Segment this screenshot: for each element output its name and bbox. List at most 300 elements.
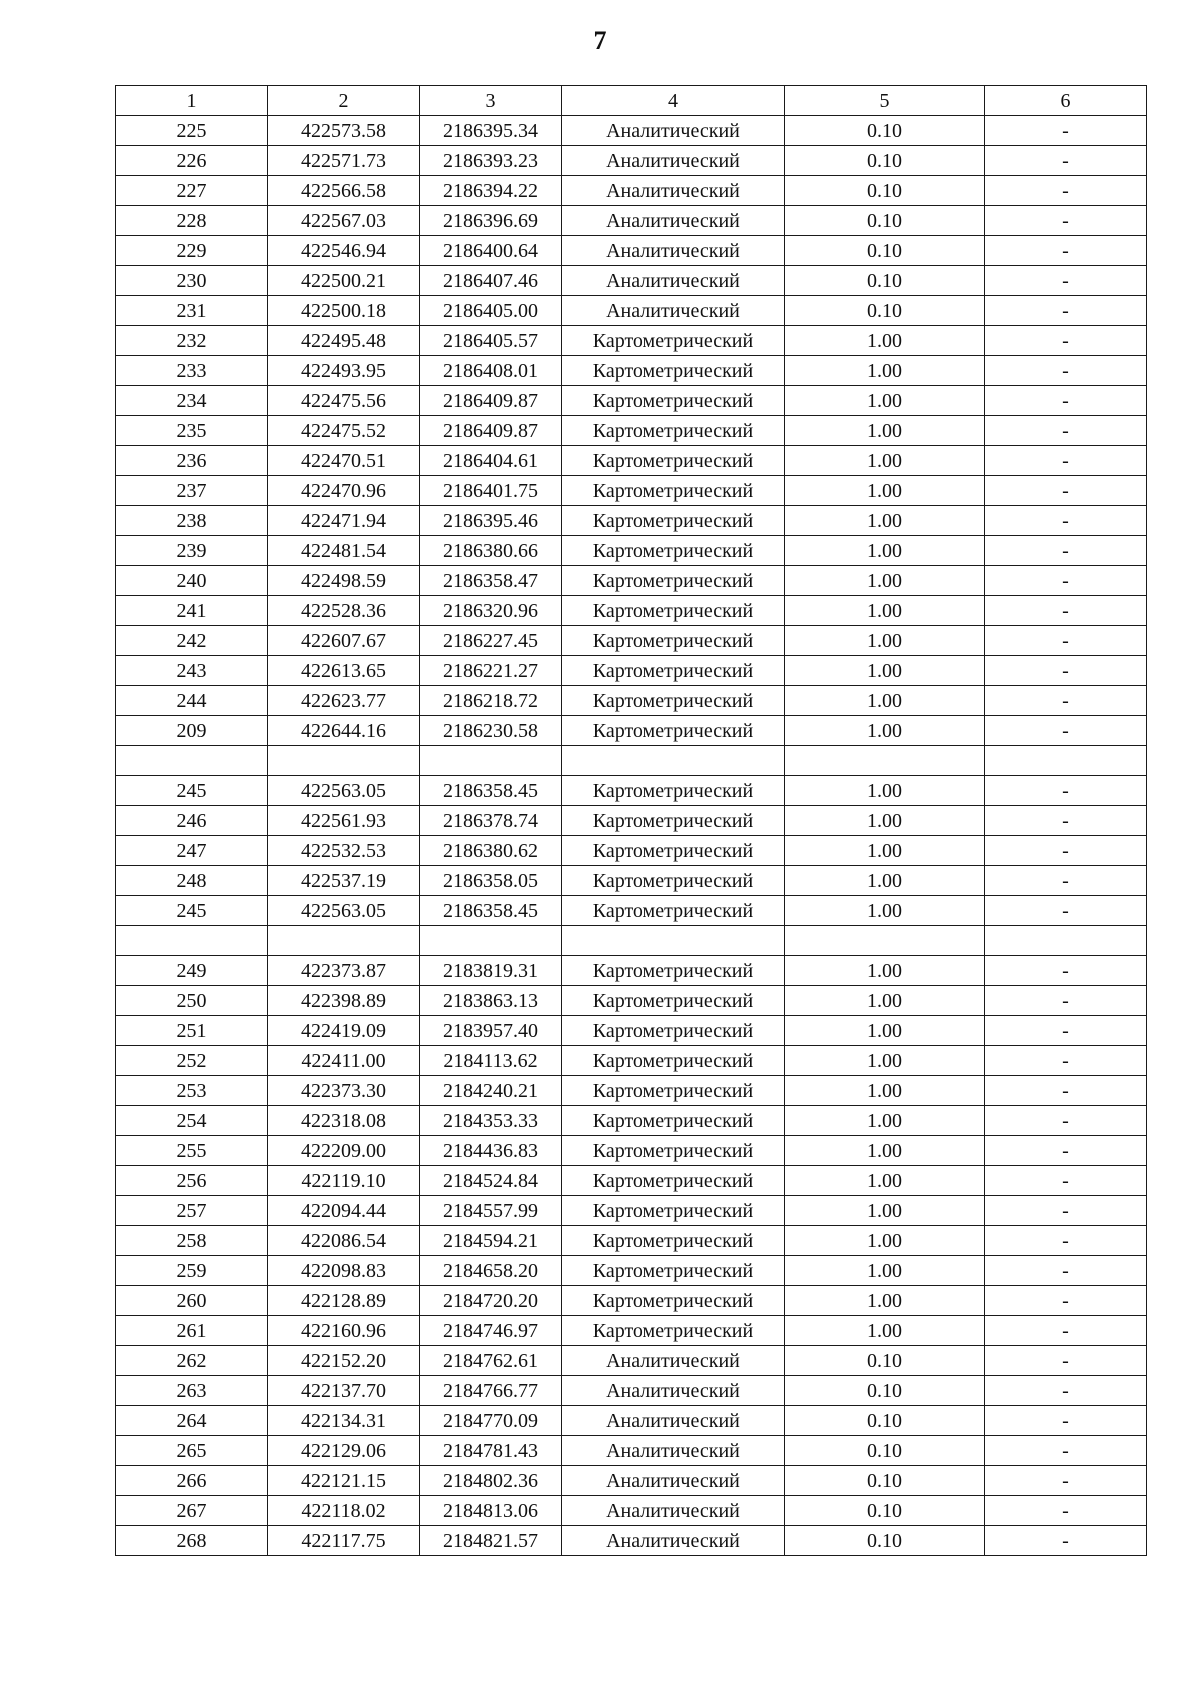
note-cell: - [985,806,1147,836]
note-cell: - [985,356,1147,386]
accuracy-cell: 1.00 [785,626,985,656]
x-coordinate-cell: 422098.83 [268,1256,420,1286]
column-header: 6 [985,86,1147,116]
x-coordinate-cell: 422475.56 [268,386,420,416]
y-coordinate-cell: 2186358.47 [420,566,562,596]
y-coordinate-cell: 2186405.57 [420,326,562,356]
point-number-cell: 248 [116,866,268,896]
point-number-cell: 267 [116,1496,268,1526]
note-cell: - [985,776,1147,806]
note-cell: - [985,206,1147,236]
y-coordinate-cell: 2184781.43 [420,1436,562,1466]
accuracy-cell: 0.10 [785,1346,985,1376]
note-cell: - [985,1436,1147,1466]
point-number-cell: 244 [116,686,268,716]
x-coordinate-cell: 422118.02 [268,1496,420,1526]
y-coordinate-cell: 2183957.40 [420,1016,562,1046]
point-number-cell: 242 [116,626,268,656]
method-cell: Картометрический [562,656,785,686]
y-coordinate-cell: 2186409.87 [420,386,562,416]
accuracy-cell: 0.10 [785,1406,985,1436]
note-cell: - [985,1016,1147,1046]
table-row [116,836,1147,866]
accuracy-cell: 1.00 [785,1226,985,1256]
point-number-cell: 235 [116,416,268,446]
x-coordinate-cell: 422373.30 [268,1076,420,1106]
accuracy-cell: 0.10 [785,1526,985,1556]
method-cell: Аналитический [562,1376,785,1406]
method-cell: Картометрический [562,686,785,716]
table-row [116,1166,1147,1196]
note-cell: - [985,1406,1147,1436]
x-coordinate-cell: 422209.00 [268,1136,420,1166]
method-cell [562,746,785,776]
page-number: 7 [593,26,607,55]
x-coordinate-cell: 422475.52 [268,416,420,446]
note-cell: - [985,986,1147,1016]
table-row [116,536,1147,566]
table-row [116,1016,1147,1046]
accuracy-cell: 0.10 [785,146,985,176]
point-number-cell: 232 [116,326,268,356]
note-cell: - [985,866,1147,896]
table-row [116,986,1147,1016]
note-cell: - [985,416,1147,446]
point-number-cell [116,926,268,956]
x-coordinate-cell: 422094.44 [268,1196,420,1226]
table-row [116,296,1147,326]
note-cell: - [985,476,1147,506]
method-cell: Картометрический [562,1316,785,1346]
x-coordinate-cell: 422121.15 [268,1466,420,1496]
point-number-cell: 262 [116,1346,268,1376]
table-row [116,1076,1147,1106]
method-cell: Картометрический [562,536,785,566]
x-coordinate-cell: 422137.70 [268,1376,420,1406]
point-number-cell: 225 [116,116,268,146]
x-coordinate-cell: 422119.10 [268,1166,420,1196]
point-number-cell: 256 [116,1166,268,1196]
y-coordinate-cell: 2183819.31 [420,956,562,986]
note-cell: - [985,146,1147,176]
method-cell: Картометрический [562,896,785,926]
note-cell: - [985,116,1147,146]
note-cell: - [985,236,1147,266]
method-cell: Аналитический [562,1436,785,1466]
table-row [116,476,1147,506]
note-cell: - [985,1106,1147,1136]
accuracy-cell: 1.00 [785,1316,985,1346]
x-coordinate-cell: 422500.18 [268,296,420,326]
note-cell: - [985,956,1147,986]
method-cell: Картометрический [562,566,785,596]
accuracy-cell: 1.00 [785,1106,985,1136]
point-number-cell: 253 [116,1076,268,1106]
table-row [116,926,1147,956]
method-cell: Аналитический [562,176,785,206]
y-coordinate-cell [420,746,562,776]
note-cell [985,926,1147,956]
point-number-cell: 236 [116,446,268,476]
note-cell: - [985,506,1147,536]
note-cell: - [985,1256,1147,1286]
x-coordinate-cell: 422607.67 [268,626,420,656]
note-cell: - [985,1136,1147,1166]
y-coordinate-cell [420,926,562,956]
x-coordinate-cell: 422537.19 [268,866,420,896]
method-cell: Картометрический [562,1286,785,1316]
coordinates-table [115,85,1147,1556]
note-cell: - [985,536,1147,566]
point-number-cell: 249 [116,956,268,986]
table-row [116,1106,1147,1136]
accuracy-cell: 1.00 [785,476,985,506]
y-coordinate-cell: 2186358.05 [420,866,562,896]
y-coordinate-cell: 2186395.34 [420,116,562,146]
x-coordinate-cell: 422495.48 [268,326,420,356]
accuracy-cell: 1.00 [785,596,985,626]
note-cell: - [985,1046,1147,1076]
point-number-cell: 261 [116,1316,268,1346]
method-cell: Картометрический [562,476,785,506]
accuracy-cell: 1.00 [785,1196,985,1226]
table-row [116,806,1147,836]
note-cell: - [985,296,1147,326]
y-coordinate-cell: 2184658.20 [420,1256,562,1286]
method-cell: Аналитический [562,1496,785,1526]
accuracy-cell: 0.10 [785,266,985,296]
point-number-cell: 233 [116,356,268,386]
x-coordinate-cell: 422128.89 [268,1286,420,1316]
point-number-cell: 228 [116,206,268,236]
x-coordinate-cell: 422563.05 [268,776,420,806]
x-coordinate-cell: 422498.59 [268,566,420,596]
y-coordinate-cell: 2186409.87 [420,416,562,446]
point-number-cell: 251 [116,1016,268,1046]
method-cell: Картометрический [562,956,785,986]
accuracy-cell: 1.00 [785,686,985,716]
y-coordinate-cell: 2186408.01 [420,356,562,386]
x-coordinate-cell: 422571.73 [268,146,420,176]
x-coordinate-cell: 422411.00 [268,1046,420,1076]
method-cell: Картометрический [562,806,785,836]
table-row [116,326,1147,356]
table-row [116,626,1147,656]
method-cell: Картометрический [562,836,785,866]
x-coordinate-cell: 422318.08 [268,1106,420,1136]
accuracy-cell: 1.00 [785,986,985,1016]
x-coordinate-cell: 422500.21 [268,266,420,296]
method-cell: Картометрический [562,1106,785,1136]
note-cell: - [985,896,1147,926]
method-cell: Картометрический [562,356,785,386]
note-cell: - [985,596,1147,626]
x-coordinate-cell: 422470.96 [268,476,420,506]
method-cell: Картометрический [562,716,785,746]
note-cell: - [985,836,1147,866]
x-coordinate-cell: 422561.93 [268,806,420,836]
table-row [116,866,1147,896]
x-coordinate-cell: 422086.54 [268,1226,420,1256]
x-coordinate-cell: 422532.53 [268,836,420,866]
point-number-cell: 226 [116,146,268,176]
table-row [116,746,1147,776]
y-coordinate-cell: 2186221.27 [420,656,562,686]
x-coordinate-cell: 422160.96 [268,1316,420,1346]
note-cell: - [985,386,1147,416]
accuracy-cell: 1.00 [785,806,985,836]
table-row [116,116,1147,146]
method-cell: Картометрический [562,1136,785,1166]
method-cell: Аналитический [562,206,785,236]
table-row [116,1496,1147,1526]
y-coordinate-cell: 2186393.23 [420,146,562,176]
y-coordinate-cell: 2186378.74 [420,806,562,836]
y-coordinate-cell: 2186230.58 [420,716,562,746]
note-cell: - [985,1166,1147,1196]
accuracy-cell [785,926,985,956]
point-number-cell: 264 [116,1406,268,1436]
y-coordinate-cell: 2184766.77 [420,1376,562,1406]
point-number-cell: 230 [116,266,268,296]
accuracy-cell: 1.00 [785,1076,985,1106]
accuracy-cell: 1.00 [785,1286,985,1316]
column-header: 1 [116,86,268,116]
accuracy-cell: 1.00 [785,776,985,806]
point-number-cell: 237 [116,476,268,506]
accuracy-cell: 1.00 [785,386,985,416]
y-coordinate-cell: 2184524.84 [420,1166,562,1196]
table-row [116,686,1147,716]
method-cell: Картометрический [562,416,785,446]
accuracy-cell: 1.00 [785,326,985,356]
table-row [116,1316,1147,1346]
note-cell: - [985,1316,1147,1346]
method-cell: Картометрический [562,596,785,626]
accuracy-cell: 0.10 [785,296,985,326]
point-number-cell: 263 [116,1376,268,1406]
accuracy-cell: 1.00 [785,656,985,686]
x-coordinate-cell: 422528.36 [268,596,420,626]
point-number-cell: 260 [116,1286,268,1316]
accuracy-cell: 0.10 [785,1466,985,1496]
note-cell: - [985,326,1147,356]
y-coordinate-cell: 2184762.61 [420,1346,562,1376]
column-header: 2 [268,86,420,116]
note-cell: - [985,566,1147,596]
note-cell: - [985,1286,1147,1316]
point-number-cell: 227 [116,176,268,206]
point-number-cell: 238 [116,506,268,536]
column-header: 4 [562,86,785,116]
point-number-cell: 257 [116,1196,268,1226]
accuracy-cell: 1.00 [785,896,985,926]
table-row [116,1436,1147,1466]
note-cell: - [985,1346,1147,1376]
x-coordinate-cell: 422419.09 [268,1016,420,1046]
y-coordinate-cell: 2186380.62 [420,836,562,866]
x-coordinate-cell: 422471.94 [268,506,420,536]
method-cell: Аналитический [562,266,785,296]
x-coordinate-cell: 422481.54 [268,536,420,566]
point-number-cell: 243 [116,656,268,686]
table-row [116,386,1147,416]
y-coordinate-cell: 2186404.61 [420,446,562,476]
method-cell: Картометрический [562,776,785,806]
y-coordinate-cell: 2184821.57 [420,1526,562,1556]
note-cell [985,746,1147,776]
y-coordinate-cell: 2186394.22 [420,176,562,206]
method-cell: Картометрический [562,1196,785,1226]
note-cell: - [985,176,1147,206]
point-number-cell [116,746,268,776]
table-row [116,416,1147,446]
x-coordinate-cell: 422546.94 [268,236,420,266]
point-number-cell: 258 [116,1226,268,1256]
y-coordinate-cell: 2184802.36 [420,1466,562,1496]
accuracy-cell: 0.10 [785,1496,985,1526]
x-coordinate-cell: 422129.06 [268,1436,420,1466]
table-row [116,716,1147,746]
method-cell: Картометрический [562,326,785,356]
x-coordinate-cell: 422373.87 [268,956,420,986]
table-row [116,1376,1147,1406]
y-coordinate-cell: 2186358.45 [420,776,562,806]
method-cell: Картометрический [562,1076,785,1106]
accuracy-cell: 1.00 [785,956,985,986]
x-coordinate-cell: 422573.58 [268,116,420,146]
point-number-cell: 255 [116,1136,268,1166]
table-row [116,146,1147,176]
x-coordinate-cell: 422117.75 [268,1526,420,1556]
note-cell: - [985,626,1147,656]
point-number-cell: 266 [116,1466,268,1496]
accuracy-cell: 1.00 [785,506,985,536]
y-coordinate-cell: 2186407.46 [420,266,562,296]
y-coordinate-cell: 2184720.20 [420,1286,562,1316]
accuracy-cell: 1.00 [785,566,985,596]
y-coordinate-cell: 2184353.33 [420,1106,562,1136]
column-header: 5 [785,86,985,116]
x-coordinate-cell: 422134.31 [268,1406,420,1436]
y-coordinate-cell: 2186358.45 [420,896,562,926]
table-row [116,596,1147,626]
point-number-cell: 246 [116,806,268,836]
point-number-cell: 250 [116,986,268,1016]
table-row [116,1466,1147,1496]
point-number-cell: 254 [116,1106,268,1136]
method-cell [562,926,785,956]
y-coordinate-cell: 2184436.83 [420,1136,562,1166]
x-coordinate-cell: 422563.05 [268,896,420,926]
x-coordinate-cell: 422613.65 [268,656,420,686]
table-header [116,86,1147,116]
accuracy-cell: 0.10 [785,176,985,206]
accuracy-cell [785,746,985,776]
accuracy-cell: 1.00 [785,1256,985,1286]
method-cell: Аналитический [562,1346,785,1376]
y-coordinate-cell: 2184813.06 [420,1496,562,1526]
note-cell: - [985,686,1147,716]
y-coordinate-cell: 2184240.21 [420,1076,562,1106]
table-row [116,566,1147,596]
point-number-cell: 234 [116,386,268,416]
method-cell: Аналитический [562,1526,785,1556]
table-row [116,446,1147,476]
table-row [116,1256,1147,1286]
table-row [116,1136,1147,1166]
accuracy-cell: 0.10 [785,116,985,146]
accuracy-cell: 0.10 [785,206,985,236]
method-cell: Аналитический [562,1466,785,1496]
x-coordinate-cell: 422493.95 [268,356,420,386]
accuracy-cell: 0.10 [785,1376,985,1406]
y-coordinate-cell: 2186227.45 [420,626,562,656]
method-cell: Картометрический [562,1226,785,1256]
point-number-cell: 247 [116,836,268,866]
method-cell: Картометрический [562,1256,785,1286]
method-cell: Аналитический [562,116,785,146]
y-coordinate-cell: 2184594.21 [420,1226,562,1256]
method-cell: Картометрический [562,386,785,416]
method-cell: Аналитический [562,1406,785,1436]
point-number-cell: 265 [116,1436,268,1466]
accuracy-cell: 1.00 [785,416,985,446]
note-cell: - [985,1376,1147,1406]
y-coordinate-cell: 2184746.97 [420,1316,562,1346]
table-row [116,1406,1147,1436]
table-row [116,266,1147,296]
y-coordinate-cell: 2183863.13 [420,986,562,1016]
note-cell: - [985,1196,1147,1226]
note-cell: - [985,716,1147,746]
y-coordinate-cell: 2186218.72 [420,686,562,716]
y-coordinate-cell: 2184113.62 [420,1046,562,1076]
table-row [116,176,1147,206]
accuracy-cell: 1.00 [785,836,985,866]
point-number-cell: 245 [116,896,268,926]
y-coordinate-cell: 2186380.66 [420,536,562,566]
method-cell: Картометрический [562,1166,785,1196]
y-coordinate-cell: 2184557.99 [420,1196,562,1226]
x-coordinate-cell: 422644.16 [268,716,420,746]
note-cell: - [985,1496,1147,1526]
note-cell: - [985,266,1147,296]
table-row [116,236,1147,266]
method-cell: Картометрический [562,1046,785,1076]
method-cell: Аналитический [562,146,785,176]
point-number-cell: 252 [116,1046,268,1076]
x-coordinate-cell: 422398.89 [268,986,420,1016]
y-coordinate-cell: 2184770.09 [420,1406,562,1436]
table-body [116,116,1147,1556]
y-coordinate-cell: 2186395.46 [420,506,562,536]
accuracy-cell: 1.00 [785,356,985,386]
note-cell: - [985,1466,1147,1496]
accuracy-cell: 1.00 [785,866,985,896]
point-number-cell: 245 [116,776,268,806]
method-cell: Аналитический [562,236,785,266]
table-row [116,206,1147,236]
x-coordinate-cell: 422567.03 [268,206,420,236]
table-row [116,1226,1147,1256]
x-coordinate-cell: 422152.20 [268,1346,420,1376]
accuracy-cell: 1.00 [785,716,985,746]
x-coordinate-cell: 422623.77 [268,686,420,716]
table-row [116,506,1147,536]
point-number-cell: 229 [116,236,268,266]
note-cell: - [985,1226,1147,1256]
